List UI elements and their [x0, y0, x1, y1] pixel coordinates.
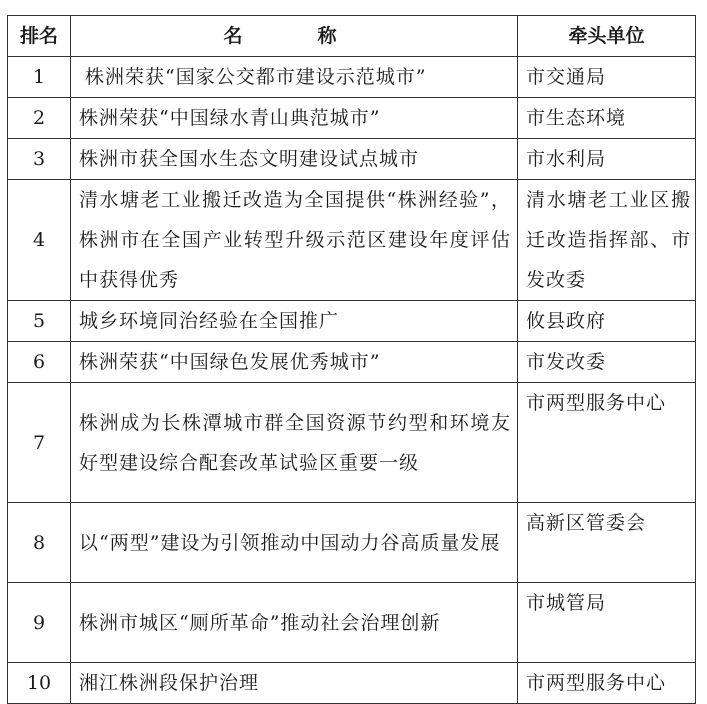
- row-rank: 7: [8, 383, 71, 503]
- row-name: 株洲荣获“国家公交都市建设示范城市”: [71, 57, 518, 98]
- row-rank: 1: [8, 57, 71, 98]
- table-row: [8, 342, 696, 383]
- header-name: 名 称: [71, 16, 518, 57]
- row-name: 以“两型”建设为引领推动中国动力谷高质量发展: [71, 503, 518, 583]
- row-name: 湘江株洲段保护治理: [71, 663, 518, 704]
- row-name: 株洲成为长株潭城市群全国资源节约型和环境友好型建设综合配套改革试验区重要一级: [71, 383, 518, 503]
- row-rank: 6: [8, 342, 71, 383]
- row-unit: 攸县政府: [518, 301, 696, 342]
- row-rank: 3: [8, 139, 71, 180]
- row-unit: 清水塘老工业区搬迁改造指挥部、市发改委: [518, 180, 696, 301]
- row-unit: 市两型服务中心: [518, 663, 696, 704]
- row-unit: 市水利局: [518, 139, 696, 180]
- row-name: 株洲市获全国水生态文明建设试点城市: [71, 139, 518, 180]
- row-unit: 高新区管委会: [518, 503, 696, 583]
- table-row: [8, 139, 696, 180]
- table-row: [8, 383, 696, 503]
- table-row: [8, 301, 696, 342]
- row-rank: 8: [8, 503, 71, 583]
- row-unit: 市两型服务中心: [518, 383, 696, 503]
- row-name: 株洲市城区“厕所革命”推动社会治理创新: [71, 583, 518, 663]
- table-row: [8, 583, 696, 663]
- row-name: 株洲荣获“中国绿水青山典范城市”: [71, 98, 518, 139]
- header-rank: 排名: [8, 16, 71, 57]
- row-unit: 市生态环境: [518, 98, 696, 139]
- ranking-table: [7, 15, 696, 704]
- table-row: [8, 503, 696, 583]
- row-rank: 10: [8, 663, 71, 704]
- table-row: [8, 57, 696, 98]
- table-row: [8, 180, 696, 301]
- table-row: [8, 98, 696, 139]
- header-unit: 牵头单位: [518, 16, 696, 57]
- row-name: 清水塘老工业搬迁改造为全国提供“株洲经验”，株洲市在全国产业转型升级示范区建设年度评估中获得优秀: [71, 180, 518, 301]
- row-rank: 2: [8, 98, 71, 139]
- table-row: [8, 663, 696, 704]
- row-rank: 9: [8, 583, 71, 663]
- row-name: 株洲荣获“中国绿色发展优秀城市”: [71, 342, 518, 383]
- table-header-row: [8, 16, 696, 57]
- row-rank: 4: [8, 180, 71, 301]
- row-unit: 市城管局: [518, 583, 696, 663]
- row-name: 城乡环境同治经验在全国推广: [71, 301, 518, 342]
- row-unit: 市发改委: [518, 342, 696, 383]
- row-rank: 5: [8, 301, 71, 342]
- row-unit: 市交通局: [518, 57, 696, 98]
